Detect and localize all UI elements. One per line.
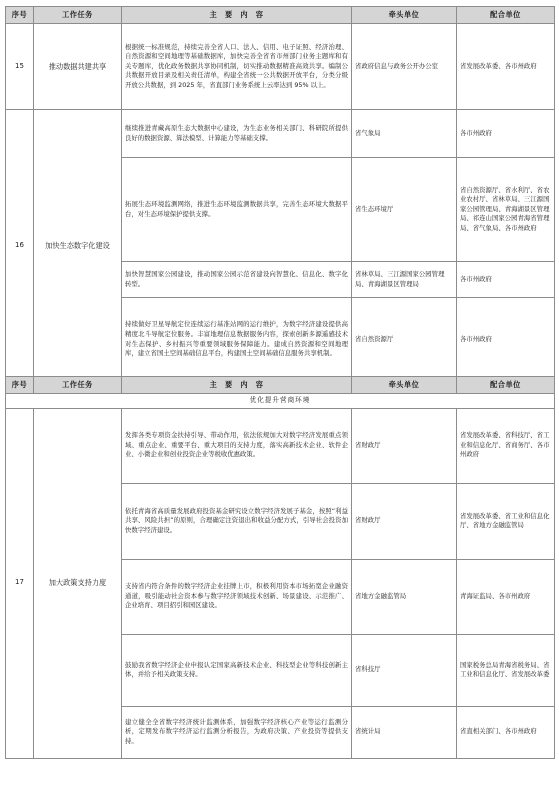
coop-unit-cell: 省发展改革委、各市州政府 [457, 24, 555, 110]
header-task: 工作任务 [34, 377, 122, 394]
table-header-row [6, 7, 555, 24]
coop-unit-cell: 省发展改革委、省工业和信息化厅、省地方金融监管局 [457, 483, 555, 559]
task-name: 加大政策支持力度 [34, 408, 122, 758]
table-lower [5, 376, 555, 759]
lead-unit-cell: 省政府信息与政务公开办公室 [352, 24, 457, 110]
header-coop: 配合单位 [457, 7, 555, 24]
header-task: 工作任务 [34, 7, 122, 24]
header-coop: 配合单位 [457, 377, 555, 394]
coop-unit-cell: 国家税务总局青海省税务局、省工业和信息化厅、省发展改革委 [457, 634, 555, 706]
section-title: 优化提升营商环境 [6, 394, 555, 409]
coop-unit-cell: 省自然资源厅、省水利厅、省农业农村厅、省林草局、三江源国家公园管理局、青海湖景区管理局、祁连山国家公园青海省管理局、省气象局、各市州政府 [457, 158, 555, 262]
row-number: 15 [6, 24, 34, 110]
coop-unit-cell: 省直相关部门、各市州政府 [457, 706, 555, 758]
content-cell: 建立健全全省数字经济统计监测体系，加强数字经济核心产业等运行监测分析，定期发布数字经济运行监测分析报告，为政府决策、产业投资等提供支持。 [122, 706, 352, 758]
lead-unit-cell: 省财政厅 [352, 408, 457, 483]
lead-unit-cell: 省统计局 [352, 706, 457, 758]
row-number: 17 [6, 408, 34, 758]
section-row [6, 394, 555, 409]
table-upper [5, 6, 555, 382]
content-cell: 加快智慧国家公园建设，推动国家公园示范省建设向智慧化、信息化、数字化转型。 [122, 262, 352, 298]
coop-unit-cell: 各市州政府 [457, 110, 555, 158]
header-content: 主 要 内 容 [122, 7, 352, 24]
lead-unit-cell: 省气象局 [352, 110, 457, 158]
header-content: 主 要 内 容 [122, 377, 352, 394]
table-row [6, 110, 555, 158]
header-no: 序号 [6, 7, 34, 24]
task-name: 推动数据共建共享 [34, 24, 122, 110]
header-lead: 牵头单位 [352, 377, 457, 394]
content-cell: 持续做好卫星导航定位连续运行基准站网的运行维护，为数字经济建设提供高精度北斗导航定位服务。丰富地理信息数据服务内容，探索创新多源遥感技术对生态保护、乡村振兴等重要领域服务保障能力。建成自然资源和空间地理库，建立省国土空间基础信息平台，构建国土空间基础信息服务共享机制。 [122, 298, 352, 382]
lead-unit-cell: 省地方金融监管局 [352, 559, 457, 634]
content-cell: 鼓励我省数字经济企业申报认定国家高新技术企业、科技型企业等科技创新主体，并给予相关政策支持。 [122, 634, 352, 706]
task-name: 加快生态数字化建设 [34, 110, 122, 382]
coop-unit-cell: 各市州政府 [457, 298, 555, 382]
header-lead: 牵头单位 [352, 7, 457, 24]
lead-unit-cell: 省生态环境厅 [352, 158, 457, 262]
lead-unit-cell: 省自然资源厅 [352, 298, 457, 382]
content-cell: 支持省内符合条件的数字经济企业挂牌上市，积极利用资本市场拓宽企业融资通道，吸引能动社会资本参与数字经济领域技术创新、场景建设、示范推广、企业培育、项目招引和园区建设。 [122, 559, 352, 634]
coop-unit-cell: 各市州政府 [457, 262, 555, 298]
header-no: 序号 [6, 377, 34, 394]
table-header-row [6, 377, 555, 394]
content-cell: 发挥各类专项资金扶持引导、带动作用，依法依规加大对数字经济发展重点领域、重点企业、重要平台、重大项目的支持力度，落实高新技术企业、软件企业、小微企业和创业投资企业等税收优惠政策。 [122, 408, 352, 483]
content-cell: 根据统一标准规范，持续完善全省人口、法人、信用、电子证照、经济治理、自然资源和空间地理等基础数据库，加快完善全省省市州部门业务主题库和有关专题库，优化政务数据共享协同机制，切实推动数据精准高效共享。编制公共数据开放目录及相关责任清单，构建全省统一公共数据开放平台，分类分级开放公共数据，到 2025 年，省直部门业务系统上云率达到 95% 以上。 [122, 24, 352, 110]
table-row [6, 24, 555, 110]
content-cell: 继续推进青藏高原生态大数据中心建设，为生态业务相关部门、科研院所提供良好的数据资源、算法模型、计算能力等基础支撑。 [122, 110, 352, 158]
coop-unit-cell: 青海证监局、各市州政府 [457, 559, 555, 634]
table-row [6, 408, 555, 483]
content-cell: 拓展生态环境监测网络，推进生态环境监测数据共享，完善生态环境大数据平台，对生态环境保护提供支撑。 [122, 158, 352, 262]
lead-unit-cell: 省财政厅 [352, 483, 457, 559]
row-number: 16 [6, 110, 34, 382]
lead-unit-cell: 省科技厅 [352, 634, 457, 706]
coop-unit-cell: 省发展改革委、省科技厅、省工业和信息化厅、省商务厅、各市州政府 [457, 408, 555, 483]
lead-unit-cell: 省林草局、三江源国家公园管理局、青海湖景区管理局 [352, 262, 457, 298]
content-cell: 依托青海省高质量发展政府投资基金研究设立数字经济发展子基金，按照“利益共享、风险共担”的原则，合理确定注资退出和收益分配方式，引导社会投资加快数字经济建设。 [122, 483, 352, 559]
